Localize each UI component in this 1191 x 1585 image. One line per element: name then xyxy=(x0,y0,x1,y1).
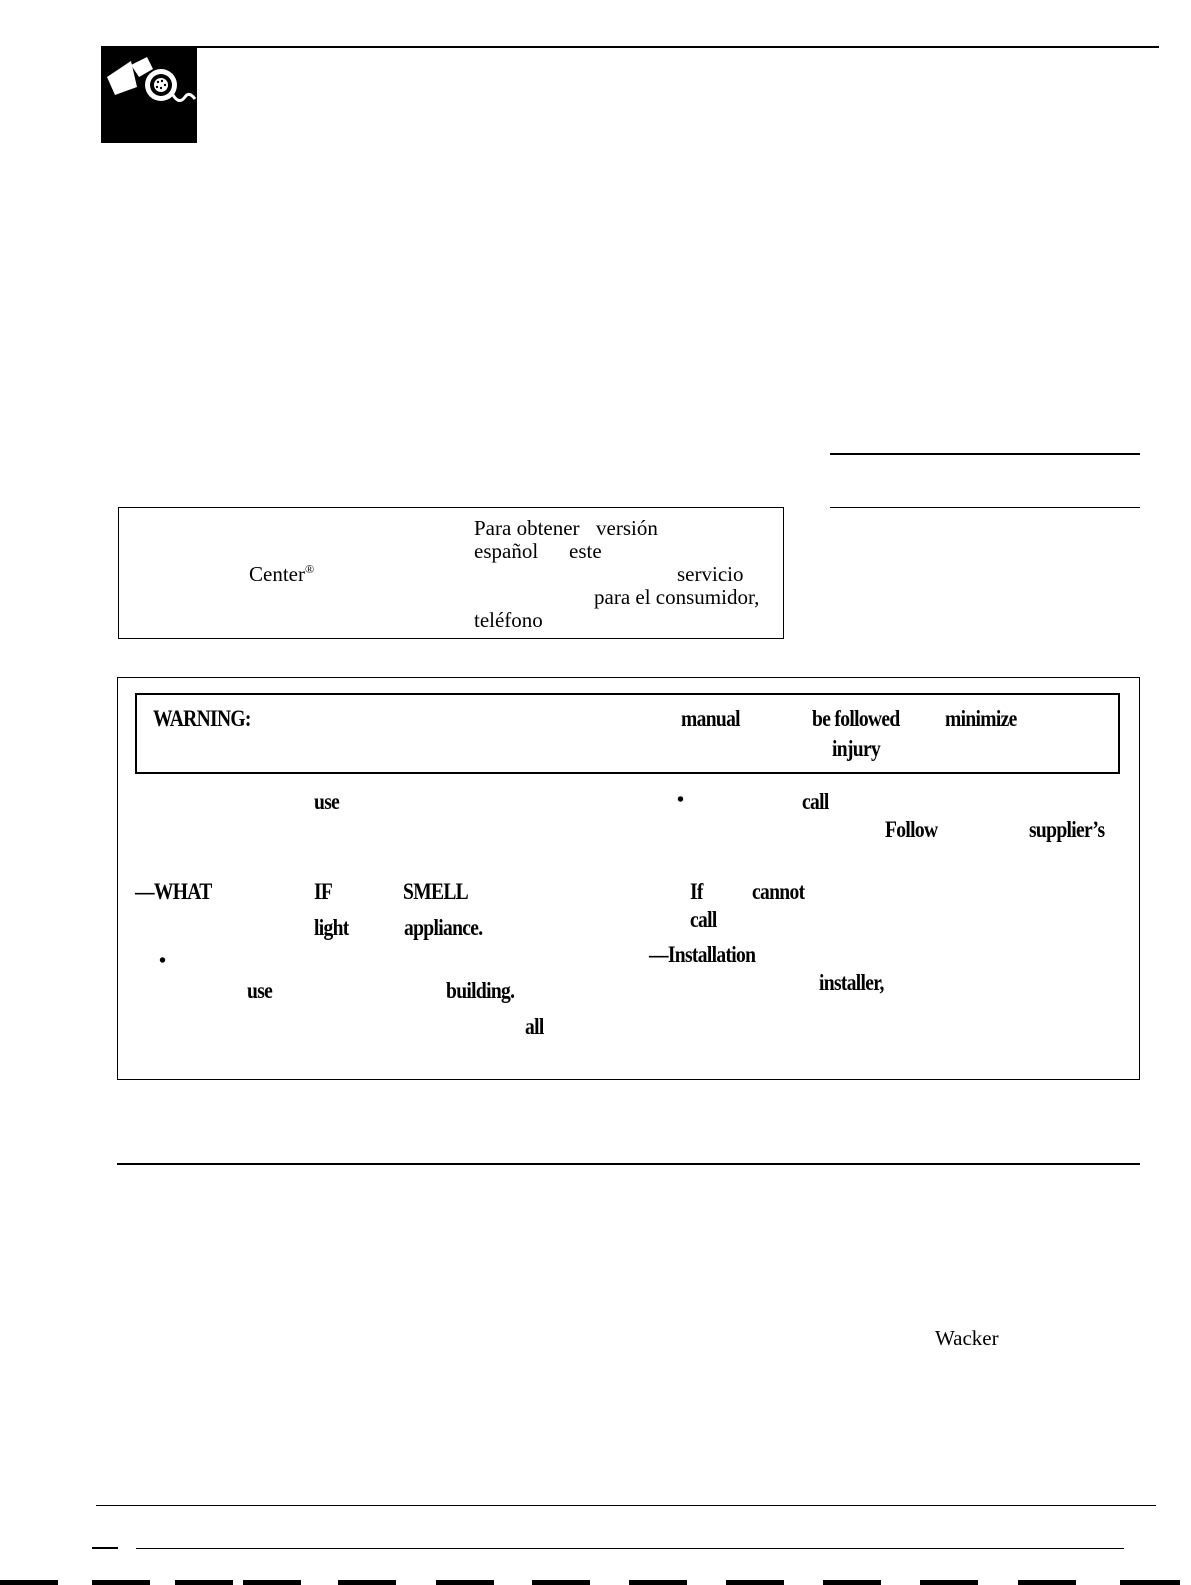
tick xyxy=(0,1580,58,1585)
left-appliance: appliance. xyxy=(404,915,483,940)
tick xyxy=(436,1580,494,1585)
warning-header-left-rule xyxy=(135,693,137,773)
bottom-rule-2 xyxy=(136,1548,1124,1549)
right-call-1: call xyxy=(802,789,829,814)
notice-line-2a: español xyxy=(474,539,539,563)
phone-handset-icon-graphic xyxy=(101,47,197,143)
warning-outer-box xyxy=(117,677,1140,1080)
notice-center-text: Center® xyxy=(249,562,315,586)
notice-line-3b: servicio xyxy=(677,562,744,586)
right-rule-1 xyxy=(830,453,1140,455)
tick xyxy=(532,1580,590,1585)
bottom-rule-1 xyxy=(96,1505,1156,1506)
right-call-2: call xyxy=(690,907,717,932)
left-light: light xyxy=(314,915,349,940)
right-rule-2 xyxy=(830,507,1140,508)
left-building: building. xyxy=(446,978,515,1003)
right-suppliers: supplier’s xyxy=(1029,817,1105,842)
right-if: If xyxy=(690,879,703,904)
right-installation: —Installation xyxy=(649,942,756,967)
left-use-1: use xyxy=(314,789,340,814)
tick xyxy=(629,1580,687,1585)
left-all: all xyxy=(525,1014,544,1039)
bottom-dash xyxy=(92,1547,118,1549)
footer-wacker: Wacker xyxy=(935,1326,999,1350)
left-what: —WHAT xyxy=(135,879,212,904)
right-bullet: • xyxy=(677,789,685,811)
tick xyxy=(920,1580,978,1585)
notice-line-4a: para el consumidor, xyxy=(594,585,760,609)
tick xyxy=(1120,1580,1180,1585)
bottom-tick-marks xyxy=(0,1578,1191,1585)
tick xyxy=(1018,1580,1076,1585)
left-smell: SMELL xyxy=(403,879,469,904)
tick xyxy=(823,1580,881,1585)
left-bullet: • xyxy=(159,950,167,972)
tick xyxy=(175,1580,233,1585)
notice-line-1b: versión xyxy=(596,516,658,540)
warning-be-followed: be followed xyxy=(812,706,900,731)
warning-header-bottom-rule xyxy=(135,772,1120,774)
tick xyxy=(726,1580,784,1585)
left-if: IF xyxy=(314,879,333,904)
warning-injury: injury xyxy=(832,736,881,761)
notice-line-5a: teléfono xyxy=(474,608,543,632)
warning-minimize: minimize xyxy=(945,706,1017,731)
notice-line-1a: Para obtener xyxy=(474,516,580,540)
left-use-2: use xyxy=(247,978,273,1003)
tick xyxy=(338,1580,396,1585)
warning-header-right-rule xyxy=(1118,693,1120,773)
top-rule xyxy=(101,46,1159,48)
tick xyxy=(243,1580,301,1585)
right-installer: installer, xyxy=(819,970,884,995)
phone-handset-icon xyxy=(101,47,197,143)
warning-manual: manual xyxy=(681,706,740,731)
section-divider xyxy=(117,1163,1140,1165)
right-follow: Follow xyxy=(885,817,938,842)
right-cannot: cannot xyxy=(752,879,805,904)
notice-line-2b: este xyxy=(569,539,602,563)
tick xyxy=(92,1580,150,1585)
warning-label: WARNING: xyxy=(153,706,251,731)
warning-header-top-rule xyxy=(135,693,1120,695)
